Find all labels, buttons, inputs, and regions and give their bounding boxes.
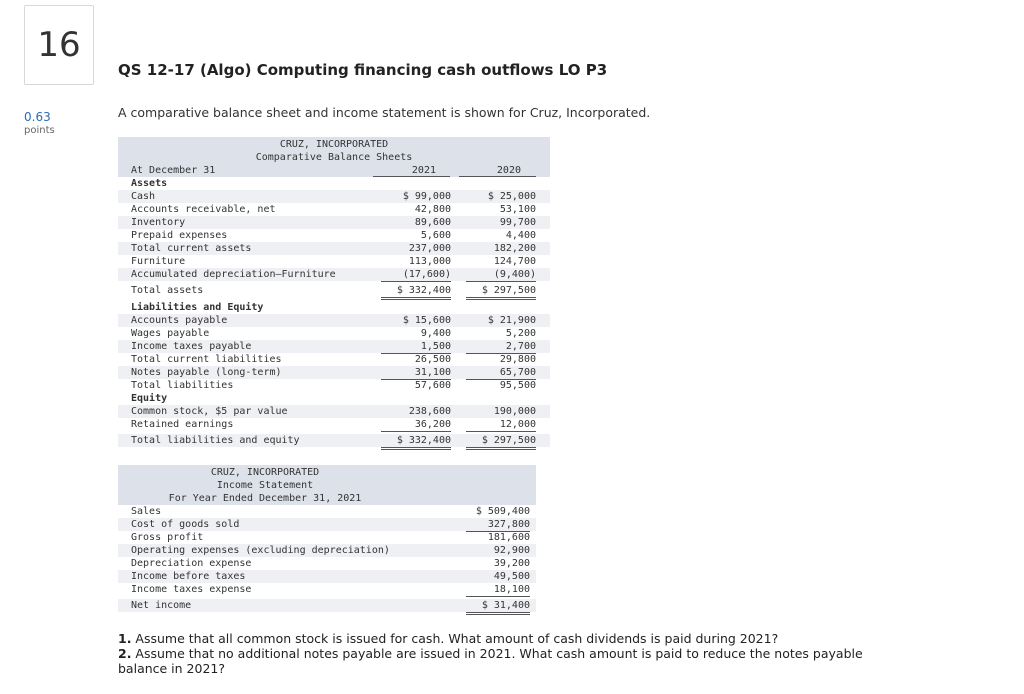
points-value: 0.63 xyxy=(24,110,51,124)
is-period: For Year Ended December 31, 2021 xyxy=(168,493,362,504)
bs-company: CRUZ, INCORPORATED xyxy=(279,139,389,150)
table-row: Total current liabilities 26,500 29,800 xyxy=(131,354,536,365)
table-row: Total liabilities 57,600 95,500 xyxy=(131,380,536,391)
income-statement xyxy=(118,465,536,615)
table-row: Accounts payable $ 15,600 $ 21,900 xyxy=(131,315,536,326)
question-intro: A comparative balance sheet and income statement is shown for Cruz, Incorporated. xyxy=(118,105,651,120)
bs-liabilities-header: Liabilities and Equity xyxy=(131,302,264,313)
question-1: 1. Assume that all common stock is issued for cash. What amount of cash dividends is paid during 2021? xyxy=(118,631,779,646)
table-row: Prepaid expenses 5,600 4,400 xyxy=(131,230,536,241)
points-label: points xyxy=(24,125,55,136)
bs-col-2021: 2021 xyxy=(411,165,436,176)
bs-equity-header: Equity xyxy=(131,393,168,404)
question-title: QS 12-17 (Algo) Computing financing cash outflows LO P3 xyxy=(118,61,608,79)
balance-sheet-header xyxy=(118,137,550,177)
is-company: CRUZ, INCORPORATED xyxy=(210,467,320,478)
question-prompts xyxy=(118,631,908,676)
table-row: Depreciation expense 39,200 xyxy=(131,558,530,569)
table-row: Gross profit 181,600 xyxy=(131,532,530,543)
question-number: 16 xyxy=(24,5,94,85)
table-row: Common stock, $5 par value 238,600 190,000 xyxy=(131,406,536,417)
bs-col-2020: 2020 xyxy=(496,165,521,176)
table-row: Total current assets 237,000 182,200 xyxy=(131,243,536,254)
income-statement-header xyxy=(118,465,536,505)
table-row: Sales $ 509,400 xyxy=(131,506,530,517)
is-subtitle: Income Statement xyxy=(216,480,314,491)
table-row: Operating expenses (excluding depreciation) 92,900 xyxy=(131,545,530,556)
table-row: Cash $ 99,000 $ 25,000 xyxy=(131,191,536,202)
table-row: Income before taxes 49,500 xyxy=(131,571,530,582)
table-row: Inventory 89,600 99,700 xyxy=(131,217,536,228)
question-2: 2. Assume that no additional notes payable are issued in 2021. What cash amount is paid to reduce the notes payable balance in 2021? xyxy=(118,646,863,676)
table-row: Notes payable (long-term) 31,100 65,700 xyxy=(131,367,536,378)
table-row: Retained earnings 36,200 12,000 xyxy=(131,419,536,430)
bs-subtitle: Comparative Balance Sheets xyxy=(255,152,413,163)
balance-sheet xyxy=(118,137,550,450)
table-row: Accounts receivable, net 42,800 53,100 xyxy=(131,204,536,215)
table-row: Total liabilities and equity $ 332,400 $ 297,500 xyxy=(118,434,550,447)
table-row: Income taxes expense 18,100 xyxy=(131,584,530,595)
bs-assets-header: Assets xyxy=(131,178,168,189)
table-row: Furniture 113,000 124,700 xyxy=(131,256,536,267)
table-row: Net income $ 31,400 xyxy=(118,599,536,612)
table-row: Income taxes payable 1,500 2,700 xyxy=(131,341,536,352)
bs-date-label: At December 31 xyxy=(131,165,216,176)
table-row: Accumulated depreciation—Furniture (17,600) (9,400) xyxy=(131,269,536,280)
table-row: Wages payable 9,400 5,200 xyxy=(131,328,536,339)
table-row: Cost of goods sold 327,800 xyxy=(131,519,530,530)
table-row: Total assets $ 332,400 $ 297,500 xyxy=(118,284,550,297)
